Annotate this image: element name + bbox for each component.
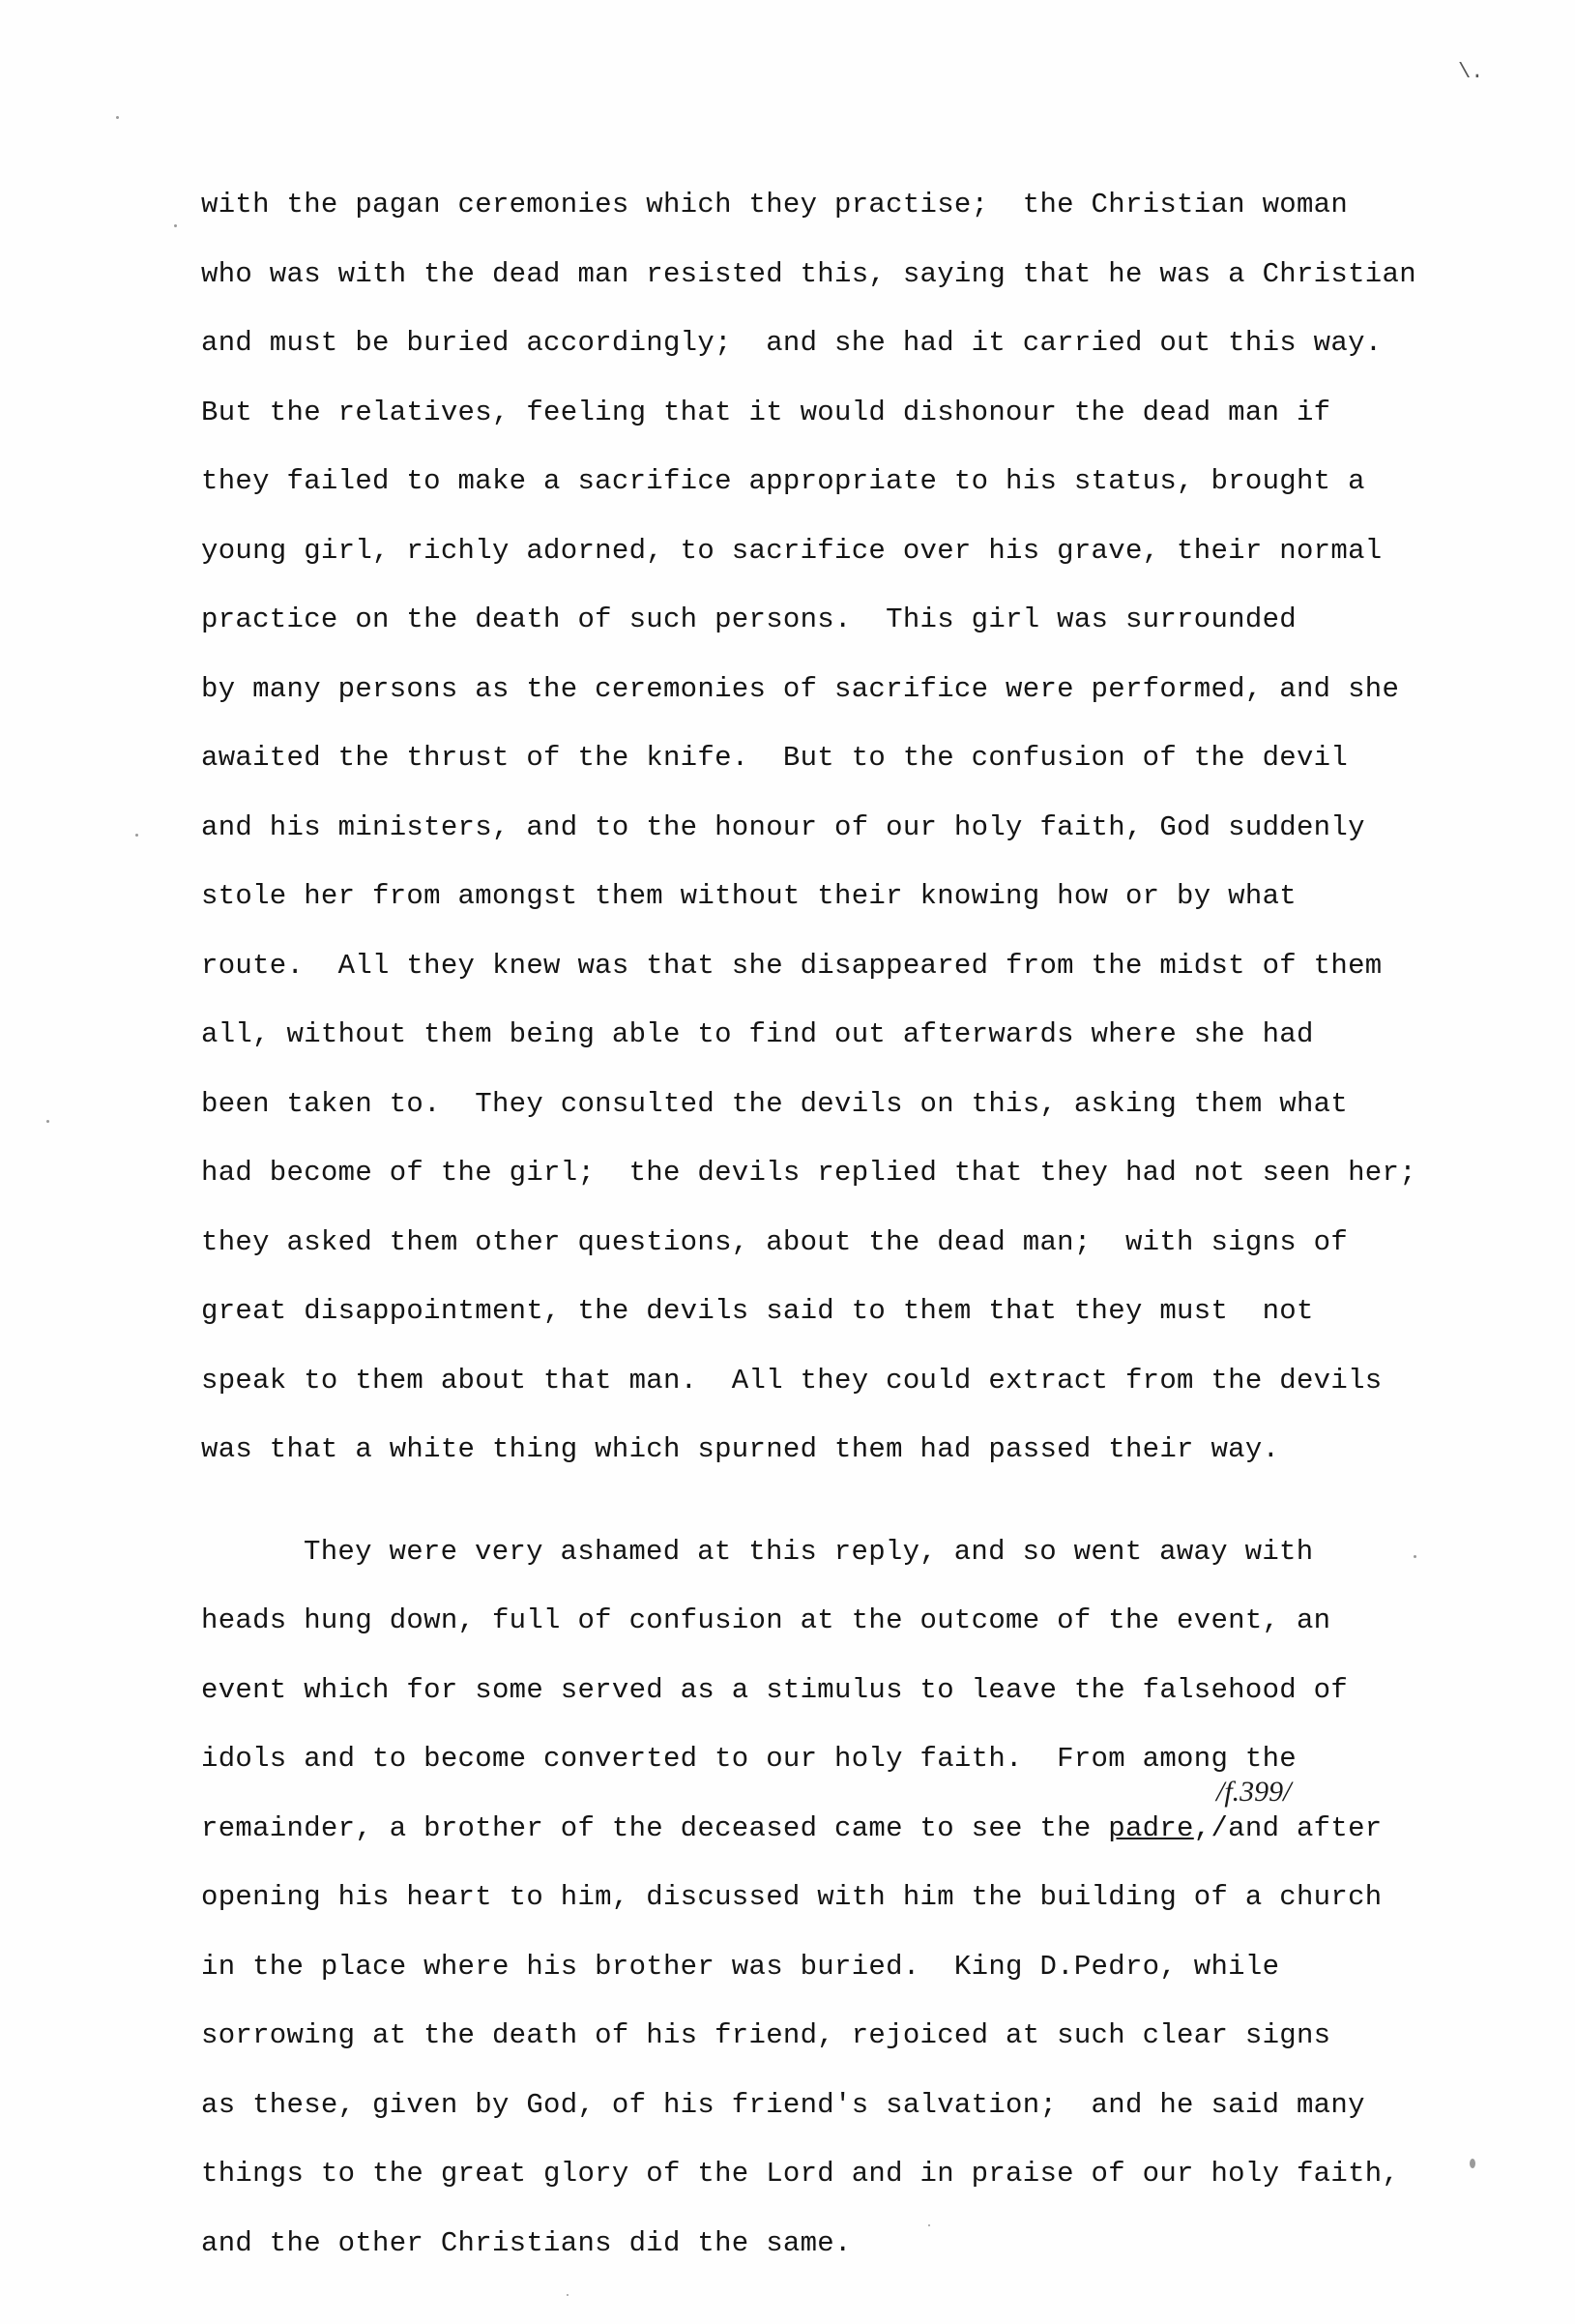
text-line: idols and to become converted to our holy faith. From among the (201, 1743, 1297, 1775)
text-line: heads hung down, full of confusion at the outcome of the event, an (201, 1604, 1331, 1636)
text-segment: ,/and after (1193, 1811, 1383, 1844)
text-line: as these, given by God, of his friend's salvation; and he said many (201, 2088, 1365, 2121)
paragraph-gap (201, 1502, 1458, 1535)
text-line: things to the great glory of the Lord and in praise of our holy faith, (201, 2158, 1400, 2190)
text-line: who was with the dead man resisted this, saying that he was a Christian (201, 257, 1416, 290)
text-line: and the other Christians did the same. (201, 2226, 852, 2259)
page-corner-mark: \. (1458, 60, 1484, 84)
text-line: practice on the death of such persons. This girl was surrounded (201, 603, 1297, 635)
scan-speck (135, 834, 138, 837)
scan-speck (116, 116, 119, 119)
text-line: They were very ashamed at this reply, and so went away with (304, 1535, 1314, 1568)
underlined-word: padre (1108, 1811, 1194, 1844)
text-line: all, without them being able to find out afterwards where she had (201, 1018, 1314, 1050)
text-line: they failed to make a sacrifice appropriate to his status, brought a (201, 465, 1365, 497)
text-line: young girl, richly adorned, to sacrifice over his grave, their normal (201, 534, 1383, 567)
folio-annotation: /f.399/ (1216, 1776, 1292, 1808)
scan-speck (1470, 2159, 1475, 2168)
text-line: great disappointment, the devils said to them that they must not (201, 1295, 1314, 1327)
text-line: event which for some served as a stimulus to leave the falsehood of (201, 1673, 1349, 1706)
text-line: by many persons as the ceremonies of sacrifice were performed, and she (201, 672, 1400, 705)
text-line: in the place where his brother was buried. King D.Pedro, while (201, 1950, 1280, 1983)
text-line: and his ministers, and to the honour of our holy faith, God suddenly (201, 810, 1365, 843)
paragraph-1 (201, 188, 1458, 1502)
scan-speck (46, 1120, 49, 1123)
text-line-remainder (201, 1811, 1458, 1881)
text-line: been taken to. They consulted the devils on this, asking them what (201, 1087, 1349, 1120)
text-line: sorrowing at the death of his friend, rejoiced at such clear signs (201, 2019, 1331, 2051)
text-line: But the relatives, feeling that it would dishonour the dead man if (201, 396, 1331, 428)
scan-speck (174, 224, 177, 227)
paragraph-2 (201, 1535, 1458, 2296)
text-line: they asked them other questions, about the dead man; with signs of (201, 1225, 1349, 1258)
text-line: speak to them about that man. All they could extract from the devils (201, 1364, 1383, 1397)
text-line: had become of the girl; the devils replied that they had not seen her; (201, 1157, 1416, 1189)
text-line: awaited the thrust of the knife. But to the confusion of the devil (201, 742, 1349, 774)
scan-speck (1414, 1555, 1416, 1558)
text-line: was that a white thing which spurned them had passed their way. (201, 1433, 1280, 1465)
text-line: stole her from amongst them without their knowing how or by what (201, 880, 1297, 912)
scan-speck (567, 2294, 569, 2296)
typescript-body (201, 188, 1458, 2295)
text-line: with the pagan ceremonies which they practise; the Christian woman (201, 189, 1349, 221)
scan-speck (928, 2224, 930, 2226)
text-line: route. All they knew was that she disappeared from the midst of them (201, 949, 1383, 982)
text-line: and must be buried accordingly; and she had it carried out this way. (201, 327, 1383, 359)
text-segment: remainder, a brother of the deceased came to see the (201, 1811, 1109, 1844)
text-line: opening his heart to him, discussed with him the building of a church (201, 1881, 1383, 1913)
